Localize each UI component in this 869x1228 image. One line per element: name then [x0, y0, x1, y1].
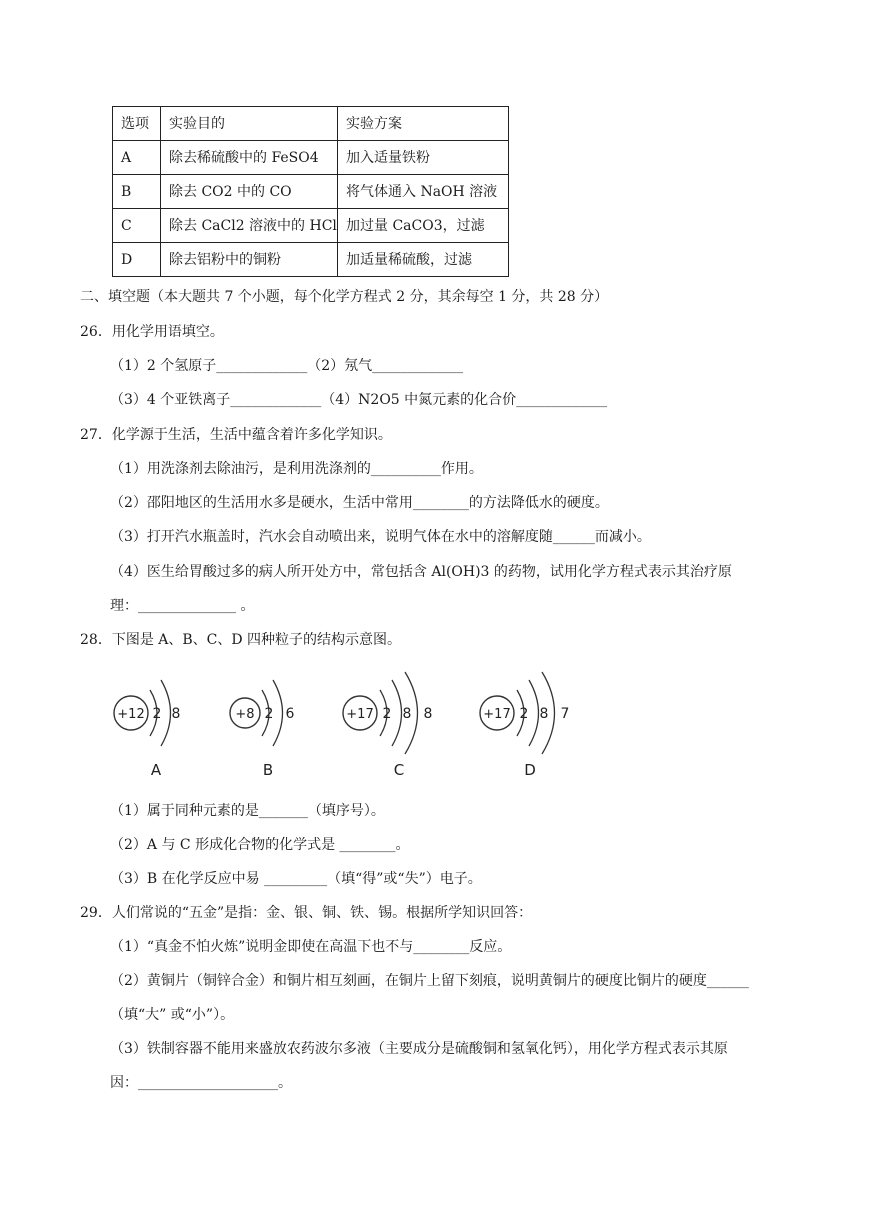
atom-label: C	[393, 761, 405, 779]
question-26-line-2: （3）4 个亚铁离子_____________（4）N2O5 中氮元素的化合价_____________	[110, 392, 608, 408]
question-27-part-4: （4）医生给胃酸过多的病人所开处方中，常包括含 Al(OH)3 的药物，试用化学方程式表示其治疗原	[110, 564, 732, 580]
atom-diagram-a	[114, 680, 180, 779]
shell-electrons: 6	[285, 706, 295, 722]
atom-label: A	[150, 761, 162, 779]
table-row	[113, 141, 509, 175]
table-cell: 选项	[113, 107, 161, 141]
question-28-part-3: （3）B 在化学反应中易 _________（填“得”或“失”）电子。	[110, 871, 482, 887]
shell-electrons: 7	[560, 706, 570, 722]
nucleus-charge: +8	[235, 707, 255, 722]
question-26-stem: 26．用化学用语填空。	[80, 324, 224, 340]
table-header-row	[113, 107, 509, 141]
shell-electrons: 2	[382, 706, 392, 722]
shell-electrons: 2	[152, 706, 162, 722]
table-cell: 除去 CO2 中的 CO	[161, 175, 338, 209]
question-29-part-2: （2）黄铜片（铜锌合金）和铜片相互刻画，在铜片上留下刻痕，说明黄铜片的硬度比铜片的硬度______	[110, 973, 749, 989]
atom-diagram-c	[343, 672, 432, 779]
question-29-stem: 29．人们常说的“五金”是指：金、银、铜、铁、锡。根据所学知识回答：	[80, 905, 533, 921]
question-27-part-2: （2）邵阳地区的生活用水多是硬水，生活中常用________的方法降低水的硬度。	[110, 495, 609, 511]
question-29-part-3-cont: 因：____________________。	[110, 1075, 292, 1091]
question-27-stem: 27．化学源于生活，生活中蕴含着许多化学知识。	[80, 427, 392, 443]
question-29-part-3: （3）铁制容器不能用来盛放农药波尔多液（主要成分是硫酸铜和氢氧化钙），用化学方程式表示其原	[110, 1041, 728, 1057]
table-cell: 除去稀硫酸中的 FeSO4	[161, 141, 338, 175]
table-cell: A	[113, 141, 161, 175]
atom-label: D	[524, 761, 536, 779]
section-heading: 二、填空题（本大题共 7 个小题，每个化学方程式 2 分，其余每空 1 分，共 28 分）	[80, 289, 609, 305]
question-27-part-4-cont: 理：______________ 。	[110, 598, 255, 614]
atom-structure-diagrams	[110, 660, 590, 785]
table-row	[113, 175, 509, 209]
shell-electrons: 2	[519, 706, 529, 722]
table-cell: 加入适量铁粉	[338, 141, 509, 175]
atom-diagram-b	[230, 680, 295, 779]
table-cell: 加适量稀硫酸，过滤	[338, 243, 509, 277]
table-cell: B	[113, 175, 161, 209]
shell-electrons: 8	[539, 706, 549, 722]
table-cell: 实验目的	[161, 107, 338, 141]
question-29-part-1: （1）“真金不怕火炼”说明金即使在高温下也不与________反应。	[110, 939, 512, 955]
table-cell: C	[113, 209, 161, 243]
question-27-part-3: （3）打开汽水瓶盖时，汽水会自动喷出来，说明气体在水中的溶解度随______而减小。	[110, 529, 651, 545]
question-28-part-2: （2）A 与 C 形成化合物的化学式是 ________。	[110, 837, 410, 853]
question-28-part-1: （1）属于同种元素的是_______（填序号）。	[110, 803, 385, 819]
nucleus-charge: +17	[346, 707, 374, 722]
table-cell: 加过量 CaCO3，过滤	[338, 209, 509, 243]
table-row	[113, 243, 509, 277]
table-cell: 除去铝粉中的铜粉	[161, 243, 338, 277]
table-cell: 将气体通入 NaOH 溶液	[338, 175, 509, 209]
shell-electrons: 8	[402, 706, 412, 722]
atom-label: B	[262, 761, 274, 779]
question-27-part-1: （1）用洗涤剂去除油污，是利用洗涤剂的__________作用。	[110, 461, 483, 477]
shell-electrons: 8	[171, 706, 181, 722]
table-cell: 实验方案	[338, 107, 509, 141]
table-row	[113, 209, 509, 243]
question-26-line-1: （1）2 个氢原子_____________（2）氖气_____________	[110, 358, 464, 374]
table-cell: 除去 CaCl2 溶液中的 HCl	[161, 209, 338, 243]
atom-diagram-d	[480, 672, 569, 779]
shell-electrons: 2	[264, 706, 274, 722]
options-table	[112, 106, 509, 277]
table-cell: D	[113, 243, 161, 277]
question-29-part-2-cont: （填“大” 或“小”）。	[110, 1007, 235, 1023]
question-28-stem: 28．下图是 A、B、C、D 四种粒子的结构示意图。	[80, 632, 402, 648]
nucleus-charge: +17	[483, 707, 511, 722]
shell-electrons: 8	[423, 706, 433, 722]
nucleus-charge: +12	[117, 707, 145, 722]
